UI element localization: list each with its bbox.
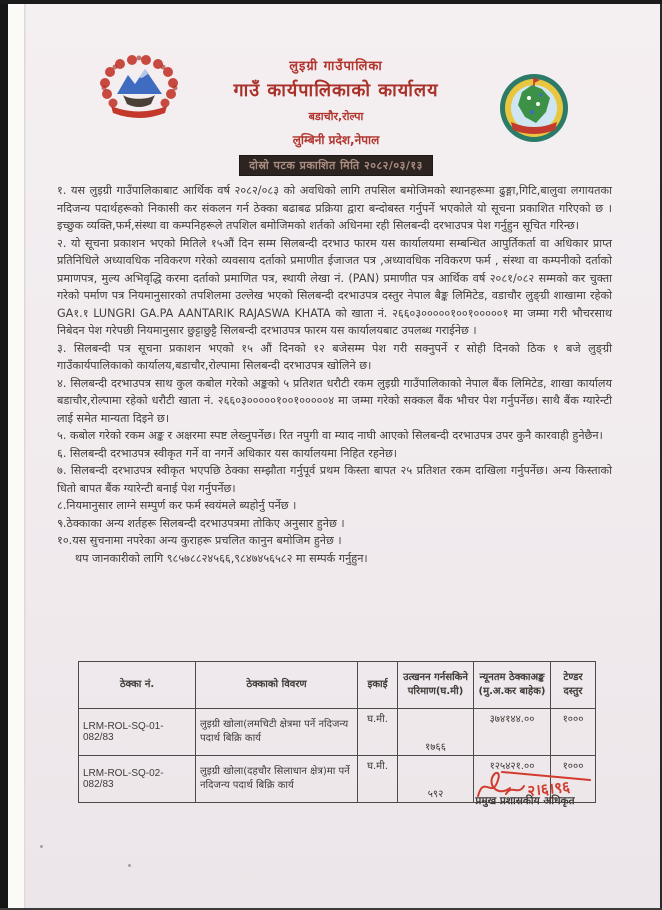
min-amount: ३७४१४४.०० (474, 709, 551, 756)
quantity: ५९२ (398, 756, 474, 803)
signature-stamp (472, 766, 607, 808)
contact-info-line: थप जानकारीको लागि ९८५७८८२४५६६,९८४७४५६५८२ मा सम्पर्क गर्नुहुन। (75, 551, 368, 565)
col-tender-fee: टेण्डर दस्तुर (551, 662, 596, 709)
office-name: गाउँ कार्यपालिकाको कार्यालय (233, 80, 439, 101)
scan-edge-top (0, 0, 662, 4)
notice-paragraph-2: २. यो सूचना प्रकाशन भएको मितिले १५औं दिन सम्म सिलबन्दी दरभाउ फारम यस कार्यालयमा सम्बन्धित आपुर्तिकर्ता वा अधिकार प्राप्त प्रतिनिधिले अध्यावधिक नविकरण गरेको व्यवसाय दर्ताको प्रमाणीत ईजाजत पत्र ,अध्यावधिक नविकरण फर्म , संस्था वा कम्पनीको दर्ताको प्रमाणपत्र, मुल्य अभिवृद्धि करमा दर्ताको प्रमाणित पत्र, स्थायी लेखा नं. (PAN) प्रमाणीत पत्र आर्थिक वर्ष २०८१/०८२ सम्मको कर चुक्ता गरेको पर्माण पत्र नियमानुसारको तपशिलमा उल्लेख भएको सिलबन्दी दरभाउपत्र दस्तुर नेपाल बैङ्क लिमिटेड, वडाचौर लुङ्ग्री शाखामा रहेको GA१.१ LUNGRI GA.PA AANTARIK RAJASWA KHATA को खाता नं. २६६०३०००००१००१०००००१ मा जम्मा गरी भौचरसाथ निबेदन पेश गरेपछी नियमानुसार छुट्टाछुट्टै सिलबन्दी दरभाउपत्र फारम यस कार्यालयबाट उपलब्ध गराईनेछ । (57, 236, 612, 337)
notice-body (57, 182, 612, 567)
min-amount: १२५४२१.०० (474, 756, 551, 803)
col-contract-no: ठेक्का नं. (79, 662, 196, 709)
unit: घ.मी. (358, 756, 398, 803)
notice-paragraph-3: ३. सिलबन्दी पत्र सूचना प्रकाशन भएको १५ औं दिनको १२ बजेसम्म पेश गरी सक्नुपर्ने र सोही दिनको ठिक १ बजे लुङ्ग्री गाउँकार्यपालिकाको कार्यालय,बडाचौर,रोल्पामा सिलबन्दी दरभाउपत्र खोलिने छ। (57, 341, 612, 372)
col-min-amount: न्यूनतम ठेक्काअङ्क (मु.अ.कर बाहेक) (474, 662, 551, 709)
fold-line (24, 0, 26, 910)
tender-fee: १००० (551, 756, 596, 803)
publish-date-banner-wrap (30, 154, 642, 175)
office-address: बडाचौर,रोल्पा (308, 110, 364, 123)
contract-no: LRM-ROL-SQ-01-082/83 (79, 709, 196, 756)
unit: घ.मी. (358, 709, 398, 756)
publish-date-banner: दोस्रो पटक प्रकाशित मिति २०८२/०३/१३ (240, 156, 432, 175)
col-quantity: उत्खनन गर्नसकिने परिमाण(घ.मी) (398, 662, 474, 709)
contract-description: लुइग्री खोला(लमचिटी क्षेत्रमा पर्ने नदिजन्य पदार्थ बिक्रि कार्य (196, 709, 358, 756)
notice-paragraph-1: १. यस लुइग्री गाउँपालिकाबाट आर्थिक वर्ष २०८२/०८३ को अवधिको लागि तपसिल बमोजिमको स्थानहरूमा ढुङ्गा,गिटि,बालुवा लगायतका नदिजन्य पदार्थहरूको निकासी कर संकलन गर्न ठेक्का बढाबढ प्रक्रिया द्वारा बन्दोबस्त गर्नुपर्ने भएकोले यो सूचना प्रकाशित गरिएको छ । इच्छुक व्यक्ति,फर्म,संस्था वा कम्पनिहरूले तपशिल बमोजिमको शर्तको अधिनमा रही सिलबन्दी दरभाउपत्र पेश गर्नुहुन सूचित गरिन्छ। (57, 184, 612, 232)
page-curl-edge (8, 0, 24, 910)
notice-paragraph-10: १०.यस सुचनामा नपरेका अन्य कुराहरू प्रचलित कानुन बमोजिम हुनेछ । (57, 534, 342, 547)
notice-paragraph-5: ५. कबोल गरेको रकम अङ्क र अक्षरमा स्पष्ट लेख्नुपर्नेछ। रित नपुगी वा म्याद नाघी आएको सिलबन्दी दरभाउपत्र उपर कुनै कारवाही हुनेछैन। (57, 429, 603, 442)
scan-edge-left (0, 0, 8, 910)
contract-no: LRM-ROL-SQ-02-082/83 (79, 756, 196, 803)
stamp-scribble-text: २।६।९६ (526, 777, 571, 800)
quantity: १७६६ (398, 709, 474, 756)
signatory-title: प्रमुख प्रशासकीय अधिकृत (475, 795, 575, 807)
col-unit: इकाई (358, 662, 398, 709)
contract-description: लुइग्री खोला(दहचौर सिलाधान क्षेत्र)मा पर्ने नदिजन्य पदार्थ बिक्रि कार्य (196, 756, 358, 803)
scan-speck (40, 845, 43, 848)
notice-paragraph-7: ७. सिलबन्दी दरभाउपत्र स्वीकृत भएपछि ठेक्का सम्झौता गर्नुपूर्व प्रथम किस्ता बापत २५ प्रतिशत रकम दाखिला गर्नुपर्नेछ। अन्य किस्ताको धितो बापत बैंक ग्यारेन्टी बनाई पेश गर्नुपर्नेछ। (57, 464, 612, 495)
col-description: ठेक्काको विवरण (196, 662, 358, 709)
tender-fee: १००० (551, 709, 596, 756)
table-row (79, 709, 596, 756)
notice-paragraph-8: ८.नियमानुसार लाग्ने सम्पुर्ण कर फर्म स्वयंमले ब्यहोर्नु पर्नेछ । (57, 499, 297, 512)
notice-paragraph-6: ६. सिलबन्दी दरभाउपत्र स्वीकृत गर्ने वा नगर्ने अधिकार यस कार्यालयमा निहित रहनेछ। (57, 446, 398, 460)
notice-paragraph-9: ९.ठेक्काका अन्य शर्तहरू सिलबन्दी दरभाउपत्रमा तोकिए अनुसार हुनेछ । (57, 516, 345, 530)
notice-paragraph-4: ४. सिलबन्दी दरभाउपत्र साथ कुल कबोल गरेको अङ्कको ५ प्रतिशत धरौटी रकम लुइग्री गाउँपालिकाको नेपाल बैंक लिमिटेड, शाखा कार्यालय बडाचौर,रोल्पामा रहेको धरौटी खाता नं. २६६०३०००००१००१०००००४ मा जम्मा गरेको सक्कल बैंक भौचर पेश गर्नुपर्नेछ। साथै बैंक ग्यारेन्टी लाई समेत मान्यता दिइने छ। (57, 376, 612, 425)
tender-table-header-row (79, 662, 596, 709)
municipality-name: लुइग्री गाउँपालिका (289, 59, 383, 74)
province-line: लुम्बिनी प्रदेश,नेपाल (292, 133, 380, 147)
scan-speck (128, 864, 131, 867)
